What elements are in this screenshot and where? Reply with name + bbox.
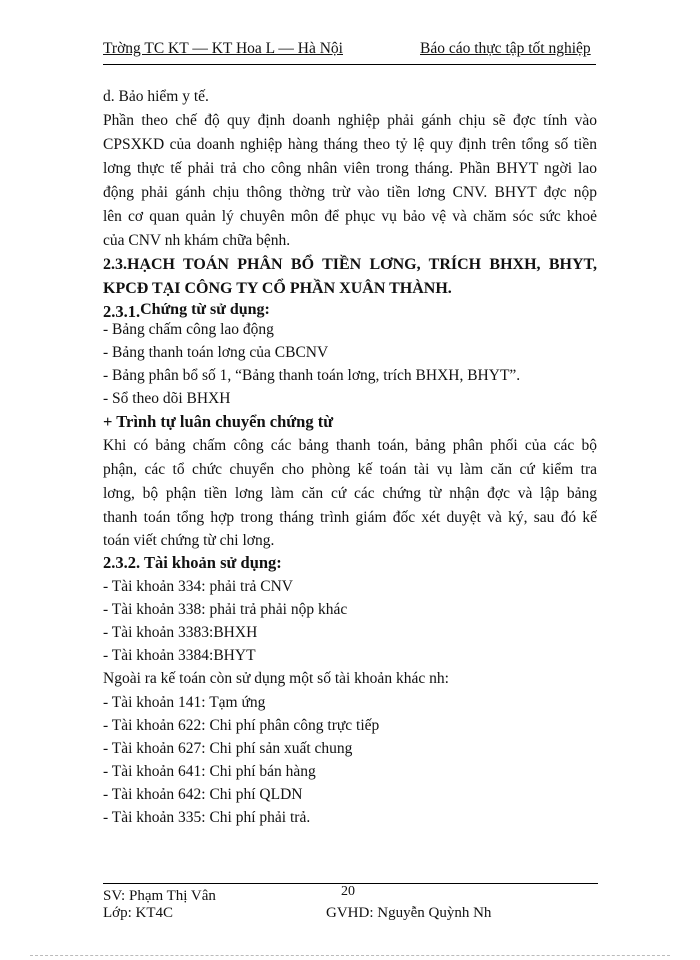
header-report-title: Báo cáo thực tập tốt nghiệp xyxy=(420,40,591,57)
other-accounts-intro: Ngoài ra kế toán còn sử dụng một số tài khoản khác nh: xyxy=(103,670,449,687)
bhyt-line-6: của CNV nh khám chữa bệnh. xyxy=(103,232,291,249)
account-item: - Tài khoản 335: Chi phí phải trả. xyxy=(103,809,311,826)
bhyt-line-3: lơng thực tế phải trả cho công nhân viên trong tháng. Phần BHYT ngời lao xyxy=(103,160,597,177)
bhyt-line-2: CPSXKD của doanh nghiệp hàng tháng theo tỷ lệ quy định trên tổng số tiền xyxy=(103,136,597,153)
footer-class: Lớp: KT4C xyxy=(103,905,174,921)
section-title-line-2: KPCĐ TẠI CÔNG TY CỔ PHẦN XUÂN THÀNH. xyxy=(103,280,452,297)
document-item: - Sổ theo dõi BHXH xyxy=(103,390,231,407)
account-item: - Tài khoản 641: Chi phí bán hàng xyxy=(103,763,316,780)
page-number: 20 xyxy=(341,884,355,899)
document-item: - Bảng thanh toán lơng của CBCNV xyxy=(103,344,329,361)
bhyt-line-1: Phần theo chế độ quy định doanh nghiệp phải gánh chịu sẽ đợc tính vào xyxy=(103,112,597,129)
account-item: - Tài khoản 627: Chi phí sản xuất chung xyxy=(103,740,353,757)
account-item: - Tài khoản 334: phải trả CNV xyxy=(103,578,293,595)
procedure-line-4: thanh toán tổng hợp trong tháng trình giám đốc xét duyệt và ký, sau đó kế xyxy=(103,509,597,526)
procedure-line-3: lơng, bộ phận tiền lơng làm căn cứ các chứng từ nhận đợc và lập bảng xyxy=(103,485,597,502)
footer-student: SV: Phạm Thị Vân xyxy=(103,888,216,904)
bhyt-line-4: động phải gánh chịu thông thờng trừ vào tiền lơng CNV. BHYT đợc nộp xyxy=(103,184,597,201)
account-item: - Tài khoản 3384:BHYT xyxy=(103,647,256,664)
bhyt-line-5: lên cơ quan quản lý chuyên môn để phục vụ bảo vệ và chăm sóc sức khoẻ xyxy=(103,208,597,225)
account-item: - Tài khoản 338: phải trả phải nộp khác xyxy=(103,601,348,618)
subsection-1-number: 2.3.1. xyxy=(103,302,141,321)
procedure-line-1: Khi có bảng chấm công các bảng thanh toán, bảng phân phối của các bộ xyxy=(103,437,597,454)
document-item: - Bảng phân bổ số 1, “Bảng thanh toán lơng, trích BHXH, BHYT”. xyxy=(103,367,521,384)
section-title-line-1: 2.3.HẠCH TOÁN PHÂN BỔ TIỀN LƠNG, TRÍCH BHXH, BHYT, xyxy=(103,256,597,273)
subsection-1-heading xyxy=(103,302,270,322)
account-item: - Tài khoản 642: Chi phí QLDN xyxy=(103,786,303,803)
page-edge-divider xyxy=(30,955,670,956)
bhyt-heading: d. Bảo hiểm y tế. xyxy=(103,88,209,105)
header-school: Trờng TC KT — KT Hoa L — Hà Nội xyxy=(103,40,343,57)
procedure-title: + Trình tự luân chuyển chứng từ xyxy=(103,412,334,431)
subsection-1-title: Chứng từ sử dụng: xyxy=(140,301,270,318)
header-rule xyxy=(103,64,596,65)
procedure-line-5: toán viết chứng từ chi lơng. xyxy=(103,532,275,549)
subsection-2-title: 2.3.2. Tài khoản sử dụng: xyxy=(103,553,282,572)
account-item: - Tài khoản 622: Chi phí phân công trực tiếp xyxy=(103,717,380,734)
document-item: - Bảng chấm công lao động xyxy=(103,321,274,338)
procedure-line-2: phận, các tổ chức chuyển cho phòng kế toán tài vụ làm căn cứ kiểm tra xyxy=(103,461,597,478)
account-item: - Tài khoản 141: Tạm ứng xyxy=(103,694,266,711)
account-item: - Tài khoản 3383:BHXH xyxy=(103,624,258,641)
footer-advisor: GVHD: Nguyễn Quỳnh Nh xyxy=(326,905,492,921)
